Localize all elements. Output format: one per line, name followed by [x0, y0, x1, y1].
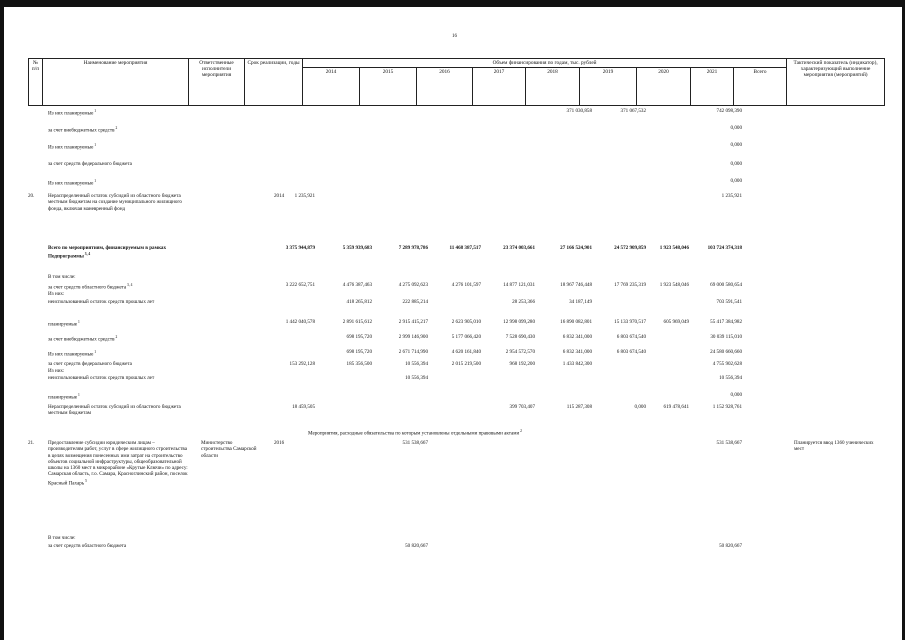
year-header: 2018: [526, 68, 580, 106]
value-cell: 2 623 905,010: [451, 319, 481, 325]
year-header: 2014: [303, 68, 360, 106]
value-cell: 24 580 660,660: [710, 349, 742, 355]
value-cell: 2 915 415,217: [398, 319, 428, 325]
value-cell: 2 015 219,500: [451, 361, 481, 367]
footnote-marker: 1: [93, 350, 97, 354]
row-label: В том числе:: [48, 274, 76, 280]
table-header: [28, 58, 885, 106]
row-label: Нераспределенный остаток субсидий из областного бюджета местным бюджетам на создание муниципального жилищного фонда, включая маневренный фонд: [48, 193, 182, 212]
table-body: [28, 106, 884, 640]
row-label: неиспользованный остаток средств прошлых лет: [48, 375, 155, 381]
value-cell: 69 000 580,654: [710, 282, 742, 288]
footnote-marker: 2: [519, 429, 522, 433]
value-cell: 4 276 101,597: [451, 282, 481, 288]
row-label: за счет средств областного бюджета $^{3, 4}$: [48, 283, 133, 291]
value-cell: 103 724 374,318: [707, 245, 742, 251]
row-period: 2016: [274, 440, 285, 446]
value-cell: 399 703,407: [509, 404, 535, 410]
row-label: В том числе:: [48, 535, 76, 541]
value-cell: 34 187,149: [569, 299, 592, 305]
value-cell: 7 528 690,430: [505, 334, 535, 340]
row-label: за счет внебюджетных средств $^2$: [48, 335, 118, 343]
value-cell: 10 556,394: [405, 361, 428, 367]
col-indicator: Тактический показатель (индикатор), характеризующий выполнение мероприятия (мероприятий): [787, 59, 885, 106]
row-label: за счет средств областного бюджета: [48, 543, 127, 549]
value-cell: 24 572 909,859: [614, 245, 646, 251]
value-cell: 418 265,812: [346, 299, 372, 305]
year-header: Всего: [734, 68, 787, 106]
footnote-marker: 1: [93, 179, 97, 183]
footnote-marker: 2: [114, 335, 118, 339]
footnote-marker: 1: [77, 320, 80, 324]
col-period: Срок реализации, годы: [245, 59, 303, 106]
row-label: за счет средств федерального бюджета: [48, 361, 132, 367]
value-cell: 698 195,720: [346, 349, 372, 355]
value-cell: 1 152 928,761: [712, 404, 742, 410]
row-label: Из них планируемые $^1$: [48, 350, 97, 358]
value-cell: 0,000: [730, 161, 742, 167]
value-cell: 11 468 387,517: [449, 245, 481, 251]
page-number: 16: [452, 34, 457, 39]
value-cell: 3 222 652,751: [285, 282, 315, 288]
row-label: Из них планируемые $^1$: [48, 143, 97, 151]
value-cell: 18 967 746,448: [560, 282, 592, 288]
value-cell: 5 177 066,420: [451, 334, 481, 340]
year-header: 2019: [580, 68, 637, 106]
value-cell: 1 923 548,046: [659, 282, 689, 288]
value-cell: 4 476 387,463: [342, 282, 372, 288]
footnote-marker: 1: [77, 393, 80, 397]
year-header: 2017: [473, 68, 526, 106]
value-cell: 10 556,394: [719, 375, 742, 381]
col-name: Наименование мероприятия: [43, 59, 189, 106]
value-cell: 7 289 978,786: [398, 245, 428, 251]
value-cell: 4 275 092,623: [398, 282, 428, 288]
value-cell: 3 375 944,879: [285, 245, 315, 251]
scan-border-top: [0, 0, 905, 7]
value-cell: 153 292,128: [289, 361, 315, 367]
value-cell: 0,000: [730, 142, 742, 148]
row-label: Из них планируемые $^1$: [48, 179, 97, 187]
value-cell: 4 755 902,628: [712, 361, 742, 367]
value-cell: 2 999 146,900: [398, 334, 428, 340]
value-cell: 28 253,366: [512, 299, 535, 305]
value-cell: 30 039 115,010: [710, 334, 742, 340]
value-cell: 4 620 161,840: [451, 349, 481, 355]
value-cell: 6 803 674,540: [616, 334, 646, 340]
row-label: за счет средств федерального бюджета: [48, 161, 132, 167]
footnote-marker: 3, 4: [126, 283, 133, 287]
row-label: Из них планируемые $^1$: [48, 109, 97, 117]
value-cell: 371 067,532: [620, 108, 646, 114]
row-label: планируемые $^1$: [48, 393, 80, 401]
row-label: Из них:: [48, 291, 65, 297]
value-cell: 6 832 341,000: [562, 334, 592, 340]
value-cell: 17 769 235,319: [614, 282, 646, 288]
value-cell: 2 954 572,570: [505, 349, 535, 355]
row-label: за счет внебюджетных средств $^2$: [48, 126, 118, 134]
year-header: 2021: [691, 68, 734, 106]
year-header: 2020: [637, 68, 691, 106]
row-label: Всего по мероприятиям, финансируемым в рамках Подпрограммы $^{3, 4}$: [48, 245, 167, 260]
value-cell: 185 356,500: [346, 361, 372, 367]
value-cell: 1 235,921: [721, 193, 742, 199]
value-cell: 703 591,541: [716, 299, 742, 305]
year-header: 2015: [360, 68, 417, 106]
value-cell: 23 374 003,661: [503, 245, 535, 251]
footnote-marker: 1: [93, 109, 97, 113]
value-cell: 698 195,720: [346, 334, 372, 340]
value-cell: 0,000: [634, 404, 646, 410]
row-number: 20.: [28, 193, 35, 199]
row-label: Предоставление субсидии юридическим лицам – производителям работ, услуг в сфере жилищного строительства в целях возмещения понесенных ими затрат на строительство объектов социальной инфраструктуры, общеобразовательной школы на 1360 мест в микрорайоне «Крутые Ключи» по адресу: Самарская область, г.о. Самара, Красноглинский район, поселок Красный Пахарь $^5$: [48, 440, 188, 487]
col-executors: Ответственные исполнители мероприятия: [189, 59, 245, 106]
value-cell: 16 890 082,801: [560, 319, 592, 325]
value-cell: 18 459,505: [292, 404, 315, 410]
value-cell: 6 803 674,540: [616, 349, 646, 355]
row-period: 2014: [274, 193, 285, 199]
value-cell: 1 433 842,300: [562, 361, 592, 367]
col-number: № п/п: [29, 59, 43, 106]
value-cell: 12 998 099,280: [503, 319, 535, 325]
row-number: 21.: [28, 440, 35, 446]
value-cell: 27 166 524,901: [560, 245, 592, 251]
footnote-marker: 3, 4: [83, 252, 91, 257]
value-cell: 1 442 040,578: [285, 319, 315, 325]
value-cell: 6 832 341,000: [562, 349, 592, 355]
value-cell: 55 417 384,982: [710, 319, 742, 325]
value-cell: 1 923 548,046: [659, 245, 689, 251]
section-title: Мероприятия, расходные обязательства по которым установлены отдельными правовыми актами $^2$: [308, 429, 522, 437]
value-cell: 531 538,667: [402, 440, 428, 446]
value-cell: 50 820,667: [719, 543, 742, 549]
row-label: Нераспределенный остаток субсидий из областного бюджета местным бюджетам: [48, 404, 181, 417]
value-cell: 222 885,214: [402, 299, 428, 305]
row-indicator: Планируется ввод 1360 ученических мест: [794, 440, 874, 453]
row-label: планируемые $^1$: [48, 320, 80, 328]
footnote-marker: 2: [114, 126, 118, 130]
value-cell: 605 969,049: [663, 319, 689, 325]
footnote-marker: 1: [93, 143, 97, 147]
value-cell: 0,000: [730, 125, 742, 131]
financing-document: [28, 58, 884, 640]
value-cell: 5 359 939,683: [342, 245, 372, 251]
value-cell: 10 556,394: [405, 375, 428, 381]
value-cell: 14 877 121,031: [503, 282, 535, 288]
row-executor: Министерство строительства Самарской области: [201, 440, 257, 459]
value-cell: 619 478,641: [663, 404, 689, 410]
row-label: Из них:: [48, 368, 65, 374]
value-cell: 968 192,200: [509, 361, 535, 367]
value-cell: 15 133 970,517: [614, 319, 646, 325]
value-cell: 50 820,667: [405, 543, 428, 549]
value-cell: 2 891 615,612: [342, 319, 372, 325]
col-funding: Объем финансирования по годам, тыс. рублей: [303, 59, 787, 68]
row-label: неиспользованный остаток средств прошлых лет: [48, 299, 155, 305]
value-cell: 371 030,858: [566, 108, 592, 114]
value-cell: 115 287,308: [566, 404, 592, 410]
value-cell: 0,000: [730, 392, 742, 398]
year-header: 2016: [417, 68, 473, 106]
value-cell: 1 235,921: [294, 193, 315, 199]
value-cell: 0,000: [730, 178, 742, 184]
value-cell: 2 671 714,990: [398, 349, 428, 355]
value-cell: 742 098,390: [716, 108, 742, 114]
footnote-marker: 5: [84, 478, 87, 483]
scan-border-left: [0, 0, 4, 640]
value-cell: 531 538,667: [716, 440, 742, 446]
